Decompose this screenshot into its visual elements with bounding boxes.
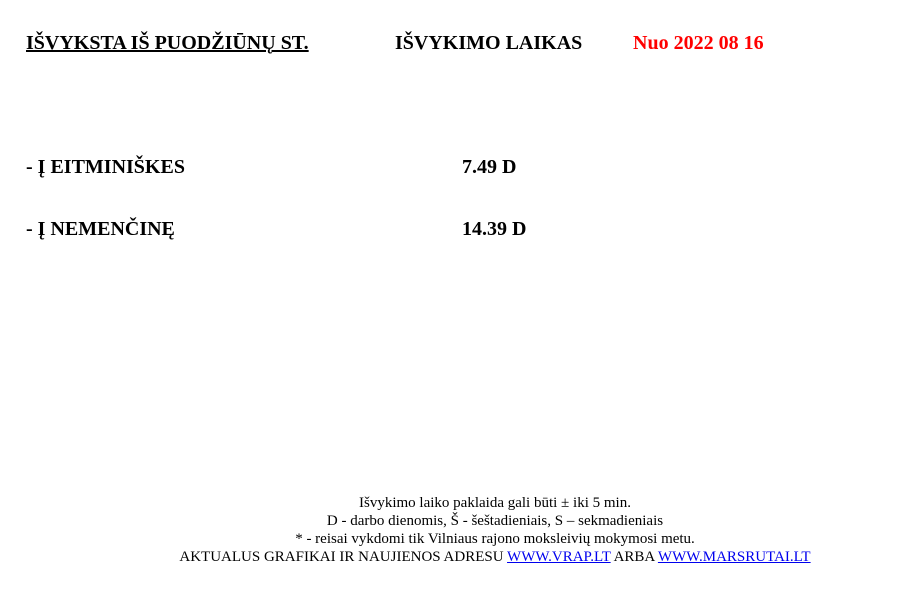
- route-time-nemencine: 14.39 D: [462, 218, 527, 240]
- footer-school-note: * - reisai vykdomi tik Vilniaus rajono moksleivių mokymosi metu.: [295, 531, 695, 547]
- valid-from-date: Nuo 2022 08 16: [633, 32, 764, 54]
- footer-legend-days: D - darbo dienomis, Š - šeštadieniais, S – sekmadieniais: [326, 513, 664, 529]
- footer-websites: [0, 548, 913, 566]
- footer-tolerance-note: Išvykimo laiko paklaida gali būti ± iki 5 min.: [359, 495, 631, 511]
- footer-websites-prefix: AKTUALUS GRAFIKAI IR NAUJIENOS ADRESU: [179, 549, 508, 565]
- route-time-eitminiskes: 7.49 D: [462, 156, 517, 178]
- footer-notes: [0, 494, 913, 566]
- origin-station-title: IŠVYKSTA IŠ PUODŽIŪNŲ ST.: [26, 32, 309, 54]
- marsrutai-link[interactable]: WWW.MARSRUTAI.LT: [657, 549, 811, 565]
- departure-time-heading: IŠVYKIMO LAIKAS: [395, 32, 583, 54]
- route-destination-nemencine: - Į NEMENČINĘ: [26, 218, 175, 240]
- footer-websites-middle: ARBA: [610, 549, 658, 565]
- route-destination-eitminiskes: - Į EITMINIŠKES: [26, 156, 185, 178]
- vrap-link[interactable]: WWW.VRAP.LT: [507, 549, 611, 565]
